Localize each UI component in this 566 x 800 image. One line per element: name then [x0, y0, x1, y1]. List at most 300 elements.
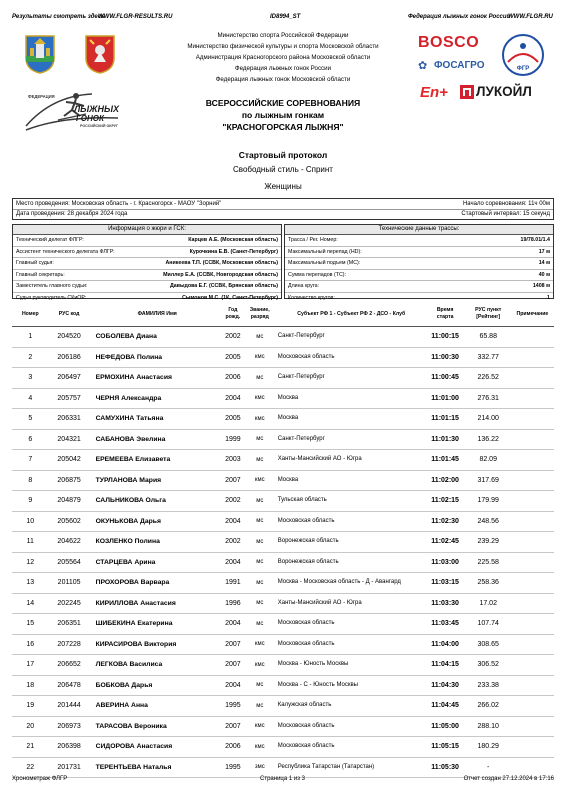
cell-rus-points: 332.77 [466, 347, 511, 368]
cell-birth-year: 2004 [219, 388, 247, 409]
table-row [12, 573, 554, 594]
table-row [12, 696, 554, 717]
phosagro-logo [418, 58, 498, 72]
cell-birth-year: 2007 [219, 655, 247, 676]
cell-region: Московская область [273, 634, 425, 655]
cell-rus-points: 180.29 [466, 737, 511, 758]
cell-athlete-name: БОБКОВА Дарья [90, 675, 219, 696]
venue-start [463, 201, 550, 207]
table-row [12, 655, 554, 676]
cell-birth-year: 1995 [219, 757, 247, 778]
cell-rank: кмс [247, 470, 273, 491]
federation-label: Федерация лыжных гонок России [408, 14, 511, 20]
cell-number: 12 [12, 552, 49, 573]
cell-birth-year: 2004 [219, 552, 247, 573]
cell-number: 15 [12, 614, 49, 635]
cell-note [511, 429, 554, 450]
cell-athlete-name: САМУХИНА Татьяна [90, 409, 219, 430]
cell-start-time: 11:03:15 [425, 573, 466, 594]
cell-rus-points: 82.09 [466, 450, 511, 471]
cell-athlete-name: НЕФЕДОВА Полина [90, 347, 219, 368]
cell-start-time: 11:02:15 [425, 491, 466, 512]
table-row [12, 552, 554, 573]
cell-athlete-name: САБАНОВА Эвелина [90, 429, 219, 450]
cell-rus-code: 206351 [49, 614, 90, 635]
table-row [12, 450, 554, 471]
krasnogorsk-coat-of-arms [24, 34, 56, 74]
cell-start-time: 11:02:45 [425, 532, 466, 553]
table-row [12, 491, 554, 512]
col-start-time: Время старта [425, 302, 466, 327]
venue-place [16, 201, 221, 207]
cell-number: 9 [12, 491, 49, 512]
start-list-table [12, 302, 554, 778]
table-row [12, 409, 554, 430]
col-points: РУС пункт [Рейтинг] [466, 302, 511, 327]
table-row [12, 614, 554, 635]
fgr-text: ФГР [516, 66, 530, 72]
cell-number: 5 [12, 409, 49, 430]
cell-note [511, 573, 554, 594]
cell-region: Республика Татарстан (Татарстан) [273, 757, 425, 778]
ski-federation-logo [22, 86, 122, 134]
cell-note [511, 593, 554, 614]
cell-start-time: 11:04:45 [425, 696, 466, 717]
cell-start-time: 11:03:30 [425, 593, 466, 614]
cell-number: 4 [12, 388, 49, 409]
organizer-line: Министерство спорта Российской Федерации [217, 32, 349, 39]
cell-number: 7 [12, 450, 49, 471]
cell-rank: мс [247, 450, 273, 471]
table-row [12, 347, 554, 368]
cell-birth-year: 2005 [219, 409, 247, 430]
col-rus-code: РУС код [49, 302, 90, 327]
event-title-line1: ВСЕРОССИЙСКИЕ СОРЕВНОВАНИЯ [205, 98, 361, 108]
cell-rus-points: 226.52 [466, 368, 511, 389]
cell-rank: мс [247, 368, 273, 389]
cell-number: 1 [12, 327, 49, 348]
cell-rus-points: 107.74 [466, 614, 511, 635]
cell-region: Москва - С - Юность Москвы [273, 675, 425, 696]
cell-rank: кмс [247, 347, 273, 368]
tech-row: Количество кругов: 1 [288, 294, 550, 301]
tech-row: Длина круга: 1408 м [285, 281, 553, 293]
cell-rank: кмс [247, 634, 273, 655]
organizer-line: Министерство физической культуры и спорта Московской области [187, 43, 379, 50]
top-bar [12, 14, 554, 24]
cell-athlete-name: ПРОХОРОВА Варвара [90, 573, 219, 594]
cell-athlete-name: ТУРЛАНОВА Мария [90, 470, 219, 491]
cell-start-time: 11:03:45 [425, 614, 466, 635]
cell-rus-points: 136.22 [466, 429, 511, 450]
cell-number: 21 [12, 737, 49, 758]
cell-number: 17 [12, 655, 49, 676]
col-number: Номер [12, 302, 49, 327]
cell-athlete-name: ЛЕГКОВА Василиса [90, 655, 219, 676]
fed-logo-line3: ГОНОК [76, 114, 104, 123]
race-style: Свободный стиль - Спринт [233, 165, 333, 174]
footer-page-number: Страница 1 из 3 [260, 776, 305, 782]
cell-birth-year: 2002 [219, 491, 247, 512]
cell-birth-year: 2004 [219, 511, 247, 532]
cell-athlete-name: САЛЬНИКОВА Ольга [90, 491, 219, 512]
venue-place-value: Московская область - г. Красногорск - МАОУ "Зорний" [71, 201, 222, 207]
cell-rus-points: 288.10 [466, 716, 511, 737]
cell-region: Воронежская область [273, 552, 425, 573]
phosagro-text: ФОСАГРО [434, 60, 485, 71]
cell-note [511, 737, 554, 758]
cell-start-time: 11:02:00 [425, 470, 466, 491]
cell-number: 19 [12, 696, 49, 717]
enplus-logo: En+ [420, 84, 448, 101]
col-note: Примечание [511, 302, 554, 327]
cell-rus-points: 276.31 [466, 388, 511, 409]
cell-region: Воронежская область [273, 532, 425, 553]
cell-region: Московская область [273, 511, 425, 532]
fgr-logo [500, 32, 546, 78]
cell-start-time: 11:02:30 [425, 511, 466, 532]
cell-region: Москва [273, 470, 425, 491]
fed-logo-line2: ЛЫЖНЫХ [74, 104, 120, 114]
cell-rus-code: 206478 [49, 675, 90, 696]
cell-note [511, 675, 554, 696]
cell-start-time: 11:05:30 [425, 757, 466, 778]
cell-rank: змс [247, 757, 273, 778]
cell-start-time: 11:05:15 [425, 737, 466, 758]
organizer-line: Администрация Красногорского района Московской области [195, 54, 371, 61]
cell-rus-points: - [466, 757, 511, 778]
cell-note [511, 511, 554, 532]
event-title-line3: "КРАСНОГОРСКАЯ ЛЫЖНЯ" [222, 122, 344, 132]
cell-rus-code: 206331 [49, 409, 90, 430]
cell-rus-code: 204520 [49, 327, 90, 348]
cell-rank: мс [247, 614, 273, 635]
cell-note [511, 368, 554, 389]
cell-birth-year: 2004 [219, 614, 247, 635]
table-row [12, 470, 554, 491]
jury-row: Судья руководитель СКиОР: Сымонов М.С. (1К, Санкт-Петербург) [16, 294, 278, 301]
cell-region: Санкт-Петербург [273, 429, 425, 450]
phosagro-flower-icon: ✿ [418, 60, 428, 72]
cell-region: Московская область [273, 614, 425, 635]
cell-note [511, 552, 554, 573]
cell-birth-year: 2002 [219, 327, 247, 348]
cell-number: 2 [12, 347, 49, 368]
cell-birth-year: 2005 [219, 347, 247, 368]
tech-row: Максимальный подъем (MC): 14 м [285, 258, 553, 270]
cell-number: 11 [12, 532, 49, 553]
cell-rus-code: 201105 [49, 573, 90, 594]
cell-region: Санкт-Петербург [273, 327, 425, 348]
tech-row: Сумма перепадов (TC): 40 м [285, 270, 553, 282]
table-row [12, 532, 554, 553]
cell-start-time: 11:01:15 [425, 409, 466, 430]
cell-birth-year: 2007 [219, 470, 247, 491]
table-row [12, 368, 554, 389]
event-title-line2: по лыжным гонкам [241, 110, 325, 120]
cell-rus-points: 306.52 [466, 655, 511, 676]
table-row [12, 429, 554, 450]
cell-number: 16 [12, 634, 49, 655]
cell-athlete-name: КИРИЛЛОВА Анастасия [90, 593, 219, 614]
cell-start-time: 11:05:00 [425, 716, 466, 737]
cell-start-time: 11:00:45 [425, 368, 466, 389]
cell-start-time: 11:01:30 [425, 429, 466, 450]
venue-interval-label: Стартовый интервал: [461, 211, 522, 217]
col-name: ФАМИЛИЯ Имя [90, 302, 219, 327]
cell-athlete-name: СИДОРОВА Анастасия [90, 737, 219, 758]
doc-code: ID8994_ST [270, 14, 301, 20]
cell-rank: мс [247, 429, 273, 450]
cell-athlete-name: ТАРАСОВА Вероника [90, 716, 219, 737]
cell-rank: мс [247, 491, 273, 512]
cell-region: Тульская область [273, 491, 425, 512]
cell-note [511, 532, 554, 553]
tech-row: Максимальный перепад (HD): 17 м [285, 247, 553, 259]
cell-rus-code: 205564 [49, 552, 90, 573]
cell-rank: мс [247, 675, 273, 696]
cell-number: 10 [12, 511, 49, 532]
cell-birth-year: 1995 [219, 696, 247, 717]
cell-rank: мс [247, 511, 273, 532]
cell-number: 18 [12, 675, 49, 696]
venue-date-label: Дата проведения: [16, 211, 66, 217]
col-region: Субъект РФ 1 - Субъект РФ 2 - ДСО - Клуб [273, 302, 425, 327]
cell-athlete-name: ШИБЕКИНА Екатерина [90, 614, 219, 635]
jury-row: Ассистент технического делегата ФЛГР: Курочкина Е.В. (Санкт-Петербург) [13, 247, 281, 259]
moscow-region-coat-of-arms [84, 34, 116, 74]
cell-region: Калужская область [273, 696, 425, 717]
table-row [12, 593, 554, 614]
cell-rank: мс [247, 327, 273, 348]
venue-box [12, 198, 554, 220]
table-row [12, 327, 554, 348]
table-row [12, 716, 554, 737]
cell-number: 6 [12, 429, 49, 450]
cell-rank: кмс [247, 737, 273, 758]
cell-rus-points: 65.88 [466, 327, 511, 348]
cell-start-time: 11:01:45 [425, 450, 466, 471]
cell-rus-code: 204622 [49, 532, 90, 553]
cell-rus-code: 204321 [49, 429, 90, 450]
cell-note [511, 716, 554, 737]
cell-rus-code: 206652 [49, 655, 90, 676]
jury-row: Заместитель главного судьи: Давыдова Е.Г. (ССВК, Брянская область) [13, 281, 281, 293]
cell-rank: мс [247, 593, 273, 614]
cell-rus-points: 248.56 [466, 511, 511, 532]
jury-row: Главный секретарь: Миллер Е.А. (ССВК, Новгородская область) [13, 270, 281, 282]
cell-note [511, 491, 554, 512]
cell-rus-code: 206497 [49, 368, 90, 389]
table-row [12, 511, 554, 532]
cell-start-time: 11:01:00 [425, 388, 466, 409]
results-link[interactable]: WWW.FLGR-RESULTS.RU [98, 14, 173, 20]
venue-interval-value: 15 секунд [522, 211, 550, 217]
table-row [12, 634, 554, 655]
organizer-line: Федерация лыжных гонок России [234, 65, 332, 72]
cell-note [511, 327, 554, 348]
lukoil-logo [460, 83, 550, 101]
cell-start-time: 11:00:15 [425, 327, 466, 348]
cell-note [511, 470, 554, 491]
cell-birth-year: 2006 [219, 737, 247, 758]
cell-region: Москва - Юность Москвы [273, 655, 425, 676]
cell-rank: мс [247, 573, 273, 594]
venue-interval [461, 211, 550, 217]
col-year: Год рожд. [219, 302, 247, 327]
cell-rank: мс [247, 696, 273, 717]
cell-start-time: 11:04:00 [425, 634, 466, 655]
event-title [150, 97, 416, 133]
cell-rus-points: 179.99 [466, 491, 511, 512]
fed-logo-line1: ФЕДЕРАЦИЯ [28, 94, 55, 99]
cell-number: 20 [12, 716, 49, 737]
cell-rus-points: 233.38 [466, 675, 511, 696]
col-rank: Звание, разряд [247, 302, 273, 327]
tech-header: Технические данные трассы: [285, 225, 553, 235]
cell-rus-code: 206186 [49, 347, 90, 368]
track-tech-panel [284, 224, 554, 299]
cell-region: Москва - Московская область - Д - Авангард [273, 573, 425, 594]
cell-rus-points: 239.29 [466, 532, 511, 553]
cell-athlete-name: КИРАСИРОВА Виктория [90, 634, 219, 655]
cell-rus-code: 206973 [49, 716, 90, 737]
cell-rus-points: 317.69 [466, 470, 511, 491]
cell-note [511, 696, 554, 717]
cell-birth-year: 2004 [219, 675, 247, 696]
cell-athlete-name: ЧЕРНЯ Александра [90, 388, 219, 409]
cell-region: Московская область [273, 737, 425, 758]
venue-start-value: 11ч 00м [528, 201, 550, 207]
cell-start-time: 11:04:30 [425, 675, 466, 696]
cell-birth-year: 1996 [219, 593, 247, 614]
organizer-line: Федерация лыжных гонок Московской области [215, 76, 351, 83]
organizers-block [150, 30, 416, 85]
cell-start-time: 11:04:15 [425, 655, 466, 676]
table-row [12, 675, 554, 696]
cell-number: 14 [12, 593, 49, 614]
cell-region: Ханты-Мансийский АО - Югра [273, 450, 425, 471]
cell-birth-year: 1999 [219, 429, 247, 450]
cell-rus-code: 201731 [49, 757, 90, 778]
page-footer [12, 776, 554, 786]
cell-note [511, 614, 554, 635]
cell-rank: кмс [247, 409, 273, 430]
cell-athlete-name: СТАРЦЕВА Арина [90, 552, 219, 573]
lukoil-mark-icon [460, 85, 474, 99]
cell-rank: кмс [247, 716, 273, 737]
cell-note [511, 757, 554, 778]
cell-region: Ханты-Мансийский АО - Югра [273, 593, 425, 614]
cell-rus-points: 17.02 [466, 593, 511, 614]
cell-birth-year: 2007 [219, 634, 247, 655]
cell-rus-code: 205602 [49, 511, 90, 532]
cell-note [511, 409, 554, 430]
cell-birth-year: 2002 [219, 532, 247, 553]
cell-athlete-name: АВЕРИНА Анна [90, 696, 219, 717]
cell-rus-code: 206875 [49, 470, 90, 491]
cell-note [511, 347, 554, 368]
cell-note [511, 655, 554, 676]
cell-region: Санкт-Петербург [273, 368, 425, 389]
cell-rus-points: 214.00 [466, 409, 511, 430]
cell-rus-points: 258.36 [466, 573, 511, 594]
cell-athlete-name: КОЗЛЕНКО Полина [90, 532, 219, 553]
venue-start-label: Начало соревнования: [462, 201, 527, 207]
venue-date [16, 211, 127, 217]
cell-rus-code: 202245 [49, 593, 90, 614]
cell-rus-code: 205042 [49, 450, 90, 471]
jury-row: Главный судья: Аникеева Т.П. (ССВК, Московская область) [13, 258, 281, 270]
cell-athlete-name: ЕРЕМЕЕВА Елизавета [90, 450, 219, 471]
cell-number: 22 [12, 757, 49, 778]
results-label: Результаты смотреть здесь [12, 14, 105, 20]
cell-note [511, 634, 554, 655]
cell-rank: мс [247, 552, 273, 573]
cell-rus-code: 206398 [49, 737, 90, 758]
fed-logo-line4: РОССИЙСКИЙ ОКРУГ [80, 124, 119, 128]
cell-athlete-name: ТЕРЕНТЬЕВА Наталья [90, 757, 219, 778]
jury-row: Технический делегат ФЛГР: Карцев А.Е. (Московская область) [13, 235, 281, 247]
cell-region: Московская область [273, 347, 425, 368]
cell-note [511, 388, 554, 409]
cell-start-time: 11:00:30 [425, 347, 466, 368]
cell-birth-year: 2006 [219, 368, 247, 389]
cell-rus-points: 225.58 [466, 552, 511, 573]
cell-number: 8 [12, 470, 49, 491]
table-row [12, 737, 554, 758]
venue-date-value: 28 декабря 2024 года [67, 211, 128, 217]
cell-rus-points: 308.65 [466, 634, 511, 655]
cell-birth-year: 2003 [219, 450, 247, 471]
cell-rus-code: 205757 [49, 388, 90, 409]
cell-start-time: 11:03:00 [425, 552, 466, 573]
venue-place-label: Место проведения: [16, 201, 70, 207]
table-row [12, 388, 554, 409]
cell-rus-code: 207228 [49, 634, 90, 655]
footer-timing: Хронометраж ФЛГР [12, 776, 68, 782]
protocol-title: Стартовый протокол [238, 150, 328, 160]
cell-number: 13 [12, 573, 49, 594]
jury-header: Информация о жюри и ГСК: [13, 225, 281, 235]
cell-region: Москва [273, 409, 425, 430]
cell-athlete-name: ОКУНЬКОВА Дарья [90, 511, 219, 532]
cell-rank: кмс [247, 655, 273, 676]
cell-rank: кмс [247, 388, 273, 409]
cell-region: Московская область [273, 716, 425, 737]
cell-athlete-name: ЕРМОХИНА Анастасия [90, 368, 219, 389]
federation-link[interactable]: WWW.FLGR.RU [508, 14, 553, 20]
cell-rus-points: 266.02 [466, 696, 511, 717]
jury-panel [12, 224, 282, 299]
cell-rus-code: 204879 [49, 491, 90, 512]
cell-athlete-name: СОБОЛЕВА Диана [90, 327, 219, 348]
lukoil-text: ЛУКОЙЛ [476, 84, 532, 99]
cell-number: 3 [12, 368, 49, 389]
footer-report-created: Отчет создан 27.12.2024 в 17:16 [463, 776, 554, 782]
tech-row: Трасса / Рег. Номер: 19/78.01/1.4 [285, 235, 553, 247]
cell-region: Москва [273, 388, 425, 409]
cell-rus-code: 201444 [49, 696, 90, 717]
bosco-logo: BOSCO [418, 34, 480, 51]
race-category: Женщины [264, 182, 302, 191]
cell-birth-year: 1991 [219, 573, 247, 594]
cell-rank: мс [247, 532, 273, 553]
table-row [12, 757, 554, 778]
cell-note [511, 450, 554, 471]
cell-birth-year: 2007 [219, 716, 247, 737]
table-header-row [12, 302, 554, 327]
